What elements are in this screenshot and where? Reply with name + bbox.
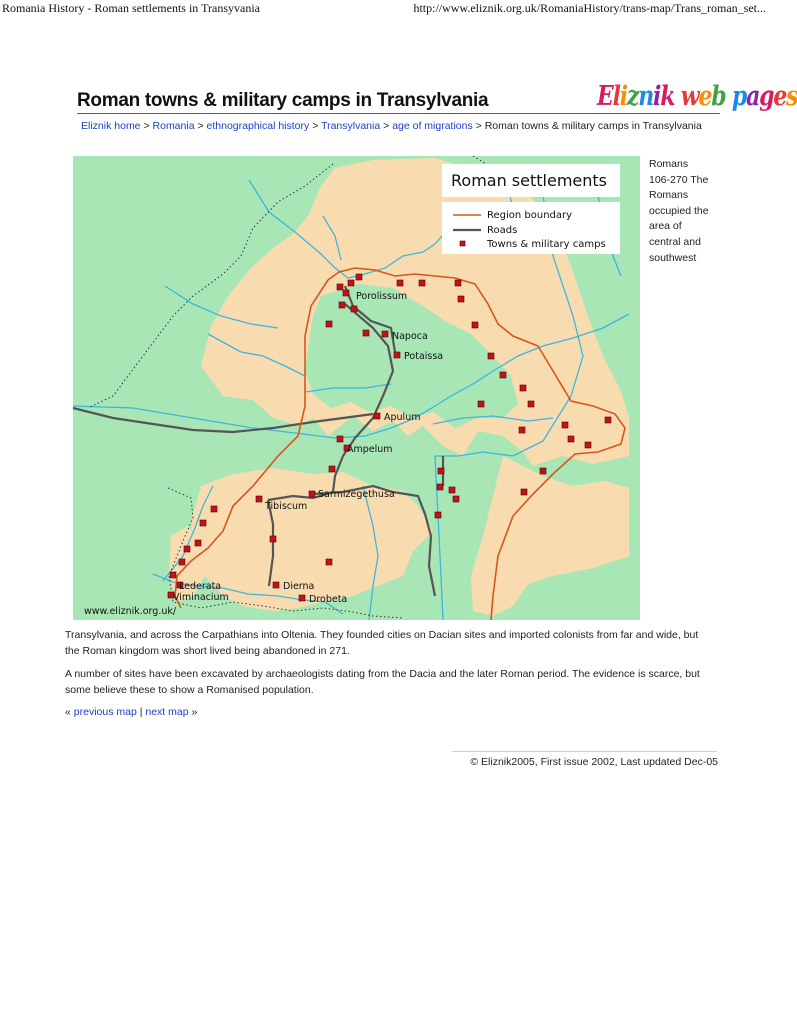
breadcrumb-link-home[interactable]: Eliznik home — [81, 120, 141, 132]
town-marker — [184, 546, 190, 552]
town-label-napoca: Napoca — [392, 331, 428, 342]
breadcrumb-separator: > — [475, 120, 482, 132]
town-marker — [455, 280, 461, 286]
town-marker — [472, 322, 478, 328]
town-label-apulum: Apulum — [384, 412, 421, 423]
breadcrumb-link-transylvania[interactable]: Transylvania — [321, 120, 381, 132]
body-paragraph-1: Transylvania, and across the Carpathians into Oltenia. They founded cities on Dacian sites and imported colonists from far and wide, but the Roman kingdom was short lived being abandoned in 271. — [65, 629, 699, 657]
town-label-potaissa: Potaissa — [404, 351, 444, 362]
town-marker — [179, 559, 185, 565]
town-marker — [521, 489, 527, 495]
town-marker-napoca — [382, 331, 388, 337]
town-marker — [585, 442, 591, 448]
town-marker — [500, 372, 506, 378]
town-marker — [348, 280, 354, 286]
town-marker — [351, 306, 357, 312]
town-marker — [363, 330, 369, 336]
town-label-tibiscum: Tibiscum — [265, 501, 308, 512]
town-label-drobeta: Drobeta — [309, 594, 348, 605]
breadcrumb-link-ethnographical-history[interactable]: ethnographical history — [206, 120, 310, 132]
map-credit: www.eliznik.org.uk/ — [84, 606, 177, 617]
town-marker — [326, 559, 332, 565]
body-paragraph-2: A number of sites have been excavated by archaeologists dating from the Dacia and the later Roman period. The evidence is scarce, but some believe these to show a Romanised population. — [65, 668, 700, 696]
page-title: Roman towns & military camps in Transylvania — [77, 90, 489, 111]
footer-rule — [452, 751, 717, 752]
legend-label-towns: Towns & military camps — [487, 239, 606, 250]
town-marker — [356, 274, 362, 280]
town-marker — [540, 468, 546, 474]
roman-settlements-map — [73, 156, 640, 620]
next-map-link[interactable]: next map — [145, 706, 189, 718]
town-label-sarmizegethusa: Sarmizegethusa — [318, 489, 395, 500]
prev-arrow: « — [65, 706, 71, 718]
town-marker-tibiscum — [256, 496, 262, 502]
legend-swatch-towns — [460, 241, 465, 246]
town-label-porolissum: Porolissum — [356, 291, 408, 302]
breadcrumb — [81, 120, 702, 132]
town-marker — [337, 284, 343, 290]
town-label-dierna: Dierna — [283, 581, 315, 592]
town-marker-potaissa — [394, 352, 400, 358]
breadcrumb-separator: > — [197, 120, 204, 132]
nav-divider: | — [139, 706, 143, 718]
town-marker — [397, 280, 403, 286]
town-marker — [435, 512, 441, 518]
legend-label-region-boundary: Region boundary — [487, 210, 573, 221]
map-svg — [73, 156, 640, 620]
town-marker — [329, 466, 335, 472]
town-marker-sarmizegethusa — [309, 491, 315, 497]
town-label-ampelum: Ampelum — [347, 444, 393, 455]
eliznik-logo[interactable]: Eliznik web pages — [597, 80, 797, 113]
town-marker — [270, 536, 276, 542]
map-legend — [442, 164, 620, 254]
town-marker-porolissum — [343, 290, 349, 296]
town-marker — [453, 496, 459, 502]
town-marker — [449, 487, 455, 493]
town-marker — [437, 484, 443, 490]
town-marker — [562, 422, 568, 428]
town-marker — [195, 540, 201, 546]
map-navigation — [65, 706, 197, 718]
print-header — [0, 0, 768, 16]
print-url: http://www.eliznik.org.uk/RomaniaHistory/trans-map/Trans_roman_set... — [413, 1, 766, 15]
breadcrumb-separator: > — [312, 120, 319, 132]
town-marker — [326, 321, 332, 327]
breadcrumb-current: Roman towns & military camps in Transylvania — [484, 120, 702, 132]
print-page-title: Romania History - Roman settlements in Transyvania — [2, 1, 260, 15]
town-marker — [170, 572, 176, 578]
side-note: Romans 106-270 The Romans occupied the area of central and southwest — [649, 158, 709, 264]
town-marker — [337, 436, 343, 442]
next-arrow: » — [191, 706, 198, 718]
town-marker-dierna — [273, 582, 279, 588]
previous-map-link[interactable]: previous map — [73, 706, 137, 718]
town-marker — [519, 427, 525, 433]
town-label-viminacium: Viminacium — [173, 592, 229, 603]
legend-title: Roman settlements — [451, 171, 607, 190]
copyright: © Eliznik2005, First issue 2002, Last updated Dec-05 — [470, 756, 718, 768]
town-marker — [211, 506, 217, 512]
town-marker — [458, 296, 464, 302]
town-marker-apulum — [374, 413, 380, 419]
breadcrumb-link-romania[interactable]: Romania — [152, 120, 195, 132]
town-marker — [200, 520, 206, 526]
title-rule — [77, 113, 720, 114]
town-marker — [520, 385, 526, 391]
town-marker — [528, 401, 534, 407]
town-marker — [438, 468, 444, 474]
town-marker — [478, 401, 484, 407]
legend-label-roads: Roads — [487, 225, 518, 236]
town-label-lederata: Lederata — [179, 581, 222, 592]
town-marker — [339, 302, 345, 308]
breadcrumb-separator: > — [383, 120, 390, 132]
town-marker — [568, 436, 574, 442]
breadcrumb-link-age-of-migrations[interactable]: age of migrations — [392, 120, 473, 132]
town-marker — [488, 353, 494, 359]
town-marker — [419, 280, 425, 286]
town-marker — [605, 417, 611, 423]
breadcrumb-separator: > — [143, 120, 150, 132]
town-marker-drobeta — [299, 595, 305, 601]
